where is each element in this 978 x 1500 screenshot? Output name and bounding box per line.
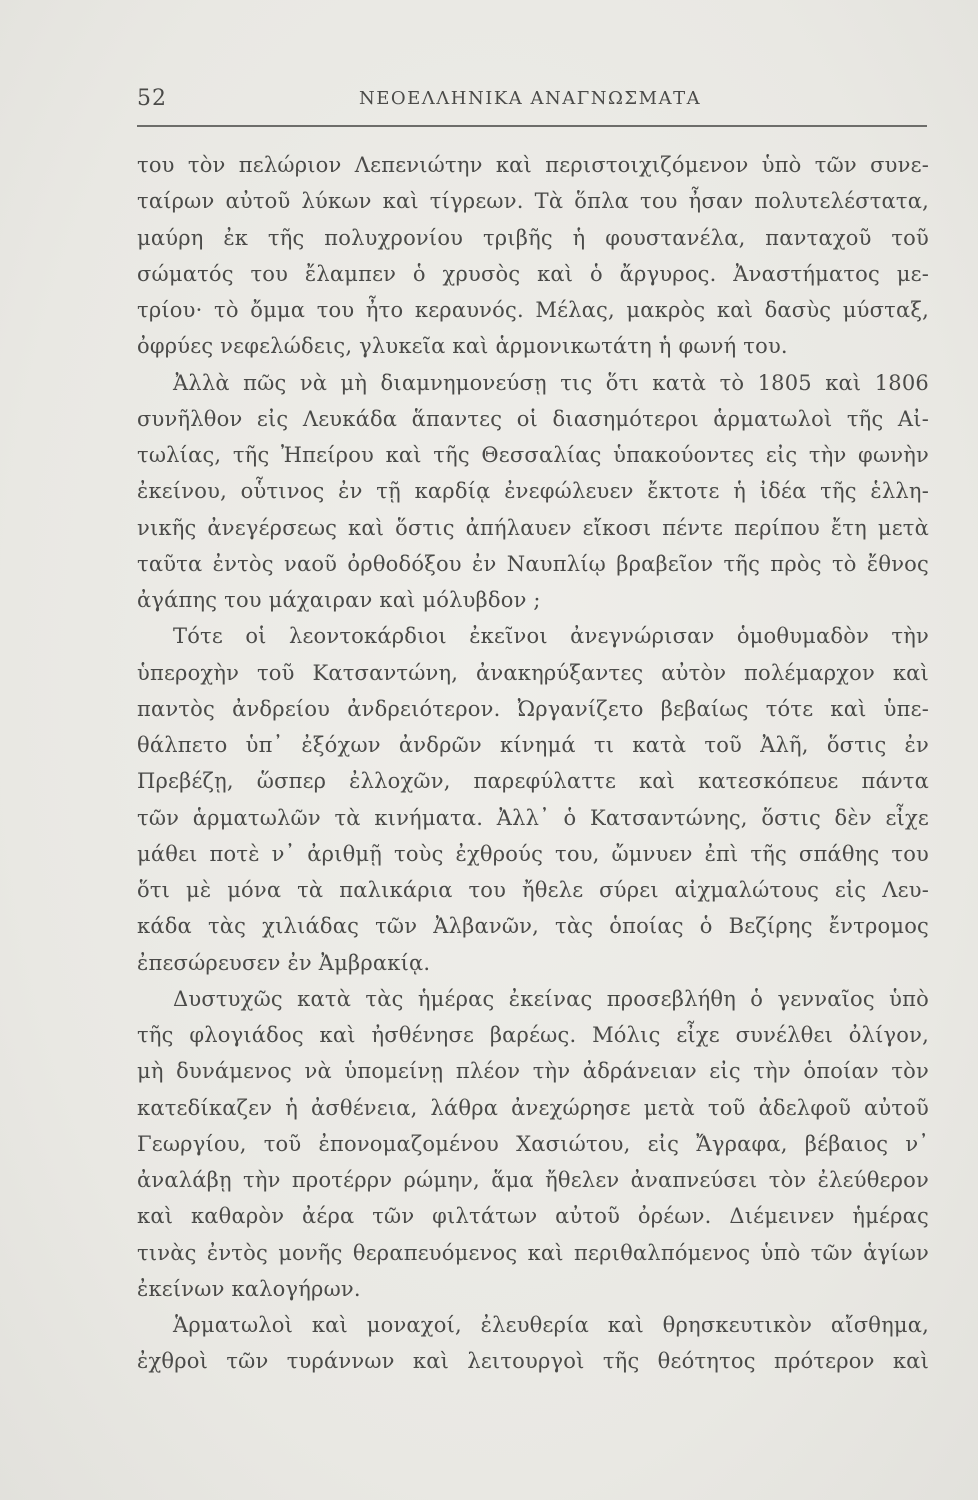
text-line: ὀφρύες νεφελώδεις, γλυκεῖα καὶ ἁρμονικωτάτη ἡ φωνή του.: [137, 334, 788, 359]
text-line: κατεδίκαζεν ἡ ἀσθένεια, λάθρα ἀνεχώρησε μετὰ τοῦ ἀδελφοῦ αὐτοῦ: [137, 1095, 929, 1120]
body-text: [137, 147, 929, 1380]
text-line: ἐκείνου, οὗτινος ἐν τῇ καρδίᾳ ἐνεφώλευεν ἔκτοτε ἡ ἰδέα τῆς ἑλλη-: [137, 479, 929, 504]
text-line: κάδα τὰς χιλιάδας τῶν Ἀλβανῶν, τὰς ὁποίας ὁ Βεζίρης ἔντρομος: [137, 914, 929, 939]
page-header: [137, 86, 927, 120]
text-line: μαύρη ἐκ τῆς πολυχρονίου τριβῆς ἡ φουστανέλα, πανταχοῦ τοῦ: [137, 225, 929, 250]
text-line: Δυστυχῶς κατὰ τὰς ἡμέρας ἐκείνας προσεβλήθη ὁ γενναῖος ὑπὸ: [173, 986, 929, 1011]
text-line: ἐχθροὶ τῶν τυράννων καὶ λειτουργοὶ τῆς θεότητος πρότερον καὶ: [137, 1349, 929, 1374]
text-line: Γεωργίου, τοῦ ἐπονομαζομένου Χασιώτου, εἰς Ἄγραφα, βέβαιος ν᾽: [137, 1131, 929, 1156]
text-line: ὅτι μὲ μόνα τὰ παλικάρια του ἤθελε σύρει αἰχμαλώτους εἰς Λευ-: [137, 878, 929, 902]
text-line: ταῦτα ἐντὸς ναοῦ ὀρθοδόξου ἐν Ναυπλίῳ βραβεῖον τῆς πρὸς τὸ ἔθνος: [137, 551, 929, 576]
text-line: ἐπεσώρευσεν ἐν Ἀμβρακίᾳ.: [137, 950, 431, 975]
text-line: συνῆλθον εἰς Λευκάδα ἅπαντες οἱ διασημότεροι ἁρματωλοὶ τῆς Αἰ-: [137, 406, 929, 431]
text-line: Ἁρματωλοὶ καὶ μοναχοί, ἐλευθερία καὶ θρησκευτικὸν αἴσθημα,: [173, 1313, 929, 1337]
text-line: ἐκείνων καλογήρων.: [137, 1276, 361, 1301]
text-line: μάθει ποτὲ ν᾽ ἀριθμῇ τοὺς ἐχθρούς του, ὤμνυεν ἐπὶ τῆς σπάθης του: [137, 841, 929, 866]
text-line: σώματός του ἔλαμπεν ὁ χρυσὸς καὶ ὁ ἄργυρος. Ἀναστήματος με-: [137, 261, 929, 286]
text-line: Τότε οἱ λεοντοκάρδιοι ἐκεῖνοι ἀνεγνώρισαν ὁμοθυμαδὸν τὴν: [173, 624, 929, 649]
running-title: ΝΕΟΕΛΛΗΝΙΚΑ ΑΝΑΓΝΩΣΜΑΤΑ: [359, 88, 702, 109]
text-line: ταίρων αὐτοῦ λύκων καὶ τίγρεων. Τὰ ὅπλα του ἦσαν πολυτελέστατα,: [137, 189, 929, 214]
text-line: νικῆς ἀνεγέρσεως καὶ ὅστις ἀπήλαυεν εἴκοσι πέντε περίπου ἔτη μετὰ: [137, 515, 929, 540]
header-rule: [137, 125, 927, 127]
page-number: 52: [137, 86, 167, 111]
text-line: θάλπετο ὑπ᾽ ἐξόχων ἀνδρῶν κίνημά τι κατὰ τοῦ Ἀλῆ, ὅστις ἐν: [137, 733, 929, 757]
text-line: τρίου· τὸ ὄμμα του ἦτο κεραυνός. Μέλας, μακρὸς καὶ δασὺς μύσταξ,: [137, 298, 929, 322]
text-line: ὑπεροχὴν τοῦ Κατσαντώνη, ἀνακηρύξαντες αὐτὸν πολέμαρχον καὶ: [137, 660, 929, 685]
text-line: παντὸς ἀνδρείου ἀνδρειότερον. Ὠργανίζετο βεβαίως τότε καὶ ὑπε-: [137, 696, 929, 721]
text-line: του τὸν πελώριον Λεπενιώτην καὶ περιστοιχιζόμενον ὑπὸ τῶν συνε-: [137, 153, 929, 177]
text-line: Ἀλλὰ πῶς νὰ μὴ διαμνημονεύσῃ τις ὅτι κατὰ τὸ 1805 καὶ 1806: [173, 370, 929, 395]
text-line: τινὰς ἐντὸς μονῆς θεραπευόμενος καὶ περιθαλπόμενος ὑπὸ τῶν ἁγίων: [137, 1240, 929, 1265]
text-line: Πρεβέζῃ, ὥσπερ ἐλλοχῶν, παρεφύλαττε καὶ κατεσκόπευε πάντα: [137, 769, 929, 794]
text-line: ἀγάπης του μάχαιραν καὶ μόλυβδον ;: [137, 588, 541, 612]
text-line: καὶ καθαρὸν ἀέρα τῶν φιλτάτων αὐτοῦ ὀρέων. Διέμεινεν ἡμέρας: [137, 1204, 929, 1229]
text-line: μὴ δυνάμενος νὰ ὑπομείνῃ πλέον τὴν ἀδράνειαν εἰς τὴν ὁποίαν τὸν: [137, 1059, 929, 1084]
text-line: τωλίας, τῆς Ἠπείρου καὶ τῆς Θεσσαλίας ὑπακούοντες εἰς τὴν φωνὴν: [137, 443, 929, 467]
text-line: τῆς φλογιάδος καὶ ἠσθένησε βαρέως. Μόλις εἶχε συνέλθει ὀλίγον,: [137, 1023, 929, 1047]
text-line: ἀναλάβῃ τὴν προτέρρν ρώμην, ἅμα ἤθελεν ἀναπνεύσει τὸν ἐλεύθερον: [137, 1168, 929, 1192]
text-line: τῶν ἁρματωλῶν τὰ κινήματα. Ἀλλ᾽ ὁ Κατσαντώνης, ὅστις δὲν εἶχε: [137, 805, 929, 830]
